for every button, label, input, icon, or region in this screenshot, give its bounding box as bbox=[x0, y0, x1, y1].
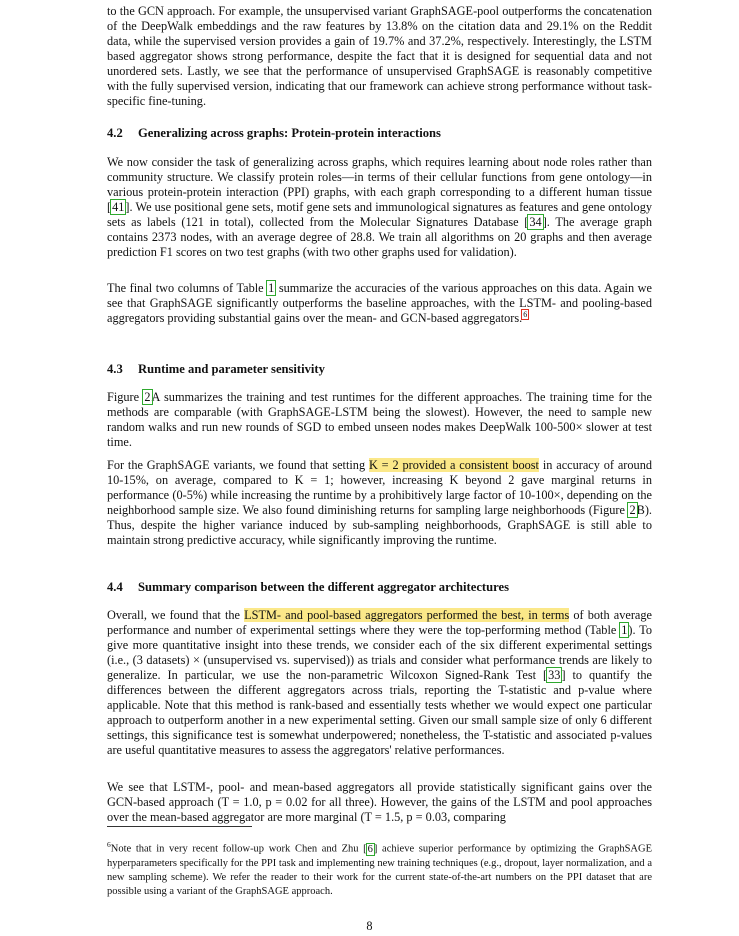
table-link[interactable]: 1 bbox=[621, 623, 628, 637]
citation-link[interactable]: 33 bbox=[548, 668, 561, 682]
paragraph-aggregator-comparison bbox=[107, 608, 652, 758]
section-title: Generalizing across graphs: Protein-protein interactions bbox=[138, 126, 441, 140]
paragraph-text: We now consider the task of generalizing across graphs, which requires learning about node roles rather than community structure. We classify protein roles—in terms of their cellular functions from gene ontology—in various protein-protein interaction (PPI) graphs, with each graph corresponding to a different human tissue [ bbox=[107, 155, 652, 214]
citation-link[interactable]: 34 bbox=[529, 215, 542, 229]
paragraph-ppi-results bbox=[107, 281, 652, 326]
footnote-text: ] achieve superior performance by optimizing the GraphSAGE hyperparameters specifically for the PPI task and implementing new training techniques (e.g., dropout, layer normalization, and a new sampling scheme). We refer the reader to their work for the current state-of-the-art numbers on the PPI dataset that are possible using a variant of the GraphSAGE approach. bbox=[107, 843, 652, 897]
footnote-divider bbox=[107, 826, 252, 827]
paragraph-runtime bbox=[107, 390, 652, 450]
page-number: 8 bbox=[366, 919, 373, 933]
paragraph-results-summary bbox=[107, 4, 652, 109]
paragraph-text: to the GCN approach. For example, the unsupervised variant GraphSAGE-pool outperforms the concatenation of the DeepWalk embeddings and the raw features by 13.8% on the citation data and 29.1% on the Reddit data, while the supervised version provides a gain of 19.7% and 37.2%, respectively. Interestingly, the LSTM based aggregator shows strong performance, despite the fact that it is designed for sequential data and not unordered sets. Lastly, we see that the performance of unsupervised GraphSAGE is reasonably competitive with the fully supervised version, indicating that our framework can achieve strong performance without task-specific fine-tuning. bbox=[107, 4, 652, 108]
section-number: 4.2 bbox=[107, 126, 123, 140]
paragraph-text: Figure bbox=[107, 390, 144, 404]
footnote-text: Note that in very recent follow-up work Chen and Zhu [ bbox=[110, 843, 367, 855]
paragraph-text: ). To give more quantitative insight into these trends, we consider each of the six different experimental settings (i.e., (3 datasets) × (unsupervised vs. supervised)) as trials and consider what performance trends are likely to generalize. In particular, we use the non-parametric Wilcoxon Signed-Rank Test [ bbox=[107, 623, 652, 682]
section-number: 4.3 bbox=[107, 362, 123, 376]
paragraph-text: of both average performance and number of experimental settings where they were the top-performing method (Table bbox=[107, 608, 652, 637]
highlighted-text: LSTM- and pool-based aggregators performed the best, in terms bbox=[244, 608, 570, 622]
paragraph-parameter-sensitivity bbox=[107, 458, 652, 548]
highlighted-text: K = 2 provided a consistent boost bbox=[368, 458, 539, 472]
section-heading-4-4 bbox=[107, 580, 652, 595]
section-number: 4.4 bbox=[107, 580, 123, 594]
section-heading-4-2 bbox=[107, 126, 652, 141]
citation-link[interactable]: 6 bbox=[367, 843, 373, 855]
section-title: Runtime and parameter sensitivity bbox=[138, 362, 325, 376]
paragraph-text: The final two columns of Table bbox=[107, 281, 268, 295]
paragraph-text: ]. The average graph contains 2373 nodes, with an average degree of 28.8. We train all algorithms on 20 graphs and then average prediction F1 scores on two test graphs (with two other graphs used for validation). bbox=[107, 215, 652, 259]
paragraph-text: For the GraphSAGE variants, we found that setting bbox=[107, 458, 369, 472]
paragraph-text: A summarizes the training and test runtimes for the different approaches. The training time for the methods are comparable (with GraphSAGE-LSTM being the slowest). However, the need to sample new random walks and run new rounds of SGD to embed unseen nodes makes DeepWalk 100-500× slower at test time. bbox=[107, 390, 652, 449]
section-heading-4-3 bbox=[107, 362, 652, 377]
paragraph-text: Overall, we found that the bbox=[107, 608, 245, 622]
paragraph-text: ]. We use positional gene sets, motif gene sets and immunological signatures as features and gene ontology sets as labels (121 in total), collected from the Molecular Signatures Database [ bbox=[107, 200, 652, 229]
paragraph-text: B). Thus, despite the higher variance induced by sub-sampling neighborhoods, GraphSAGE is still able to maintain strong predictive accuracy, while significantly improving the runtime. bbox=[107, 503, 652, 547]
figure-link[interactable]: 2 bbox=[144, 390, 151, 404]
citation-link[interactable]: 41 bbox=[112, 200, 125, 214]
footnote-mark: 6 bbox=[107, 840, 111, 849]
table-link[interactable]: 1 bbox=[268, 281, 275, 295]
paragraph-text: in accuracy of around 10-15%, on average, compared to K = 1; however, increasing K beyond 2 gave marginal returns in performance (0-5%) while increasing the runtime by a prohibitively large factor of 10-100×, depending on the neighborhood sample size. We also found diminishing returns for sampling large neighborhoods (Figure bbox=[107, 458, 652, 517]
figure-link[interactable]: 2 bbox=[629, 503, 636, 517]
footnote-6 bbox=[107, 838, 652, 899]
footnote-link[interactable]: 6 bbox=[523, 309, 528, 319]
paragraph-significance-results bbox=[107, 780, 652, 825]
paragraph-text: We see that LSTM-, pool- and mean-based aggregators all provide statistically significant gains over the GCN-based approach (T = 1.0, p = 0.02 for all three). However, the gains of the LSTM and pool approaches over the mean-based aggregator are more marginal (T = 1.5, p = 0.03, comparing bbox=[107, 780, 652, 824]
paragraph-text: summarize the accuracies of the various approaches on this data. Again we see that GraphSAGE significantly outperforms the baseline approaches, with the LSTM- and pooling-based aggregators providing substantial gains over the mean- and GCN-based aggregators. bbox=[107, 281, 652, 325]
paragraph-text: ] to quantify the differences between the different aggregators across trials, reporting the T-statistic and p-value where applicable. Note that this method is rank-based and essentially tests whether we would expect one particular approach to outperform another in a new experimental setting. Given our small sample size of only 6 different settings, this significance test is somewhat underpowered; nonetheless, the T-statistic and associated p-values are useful quantitative measures to assess the aggregators' relative performances. bbox=[107, 668, 652, 757]
paragraph-ppi-task bbox=[107, 155, 652, 260]
section-title: Summary comparison between the different aggregator architectures bbox=[138, 580, 509, 594]
